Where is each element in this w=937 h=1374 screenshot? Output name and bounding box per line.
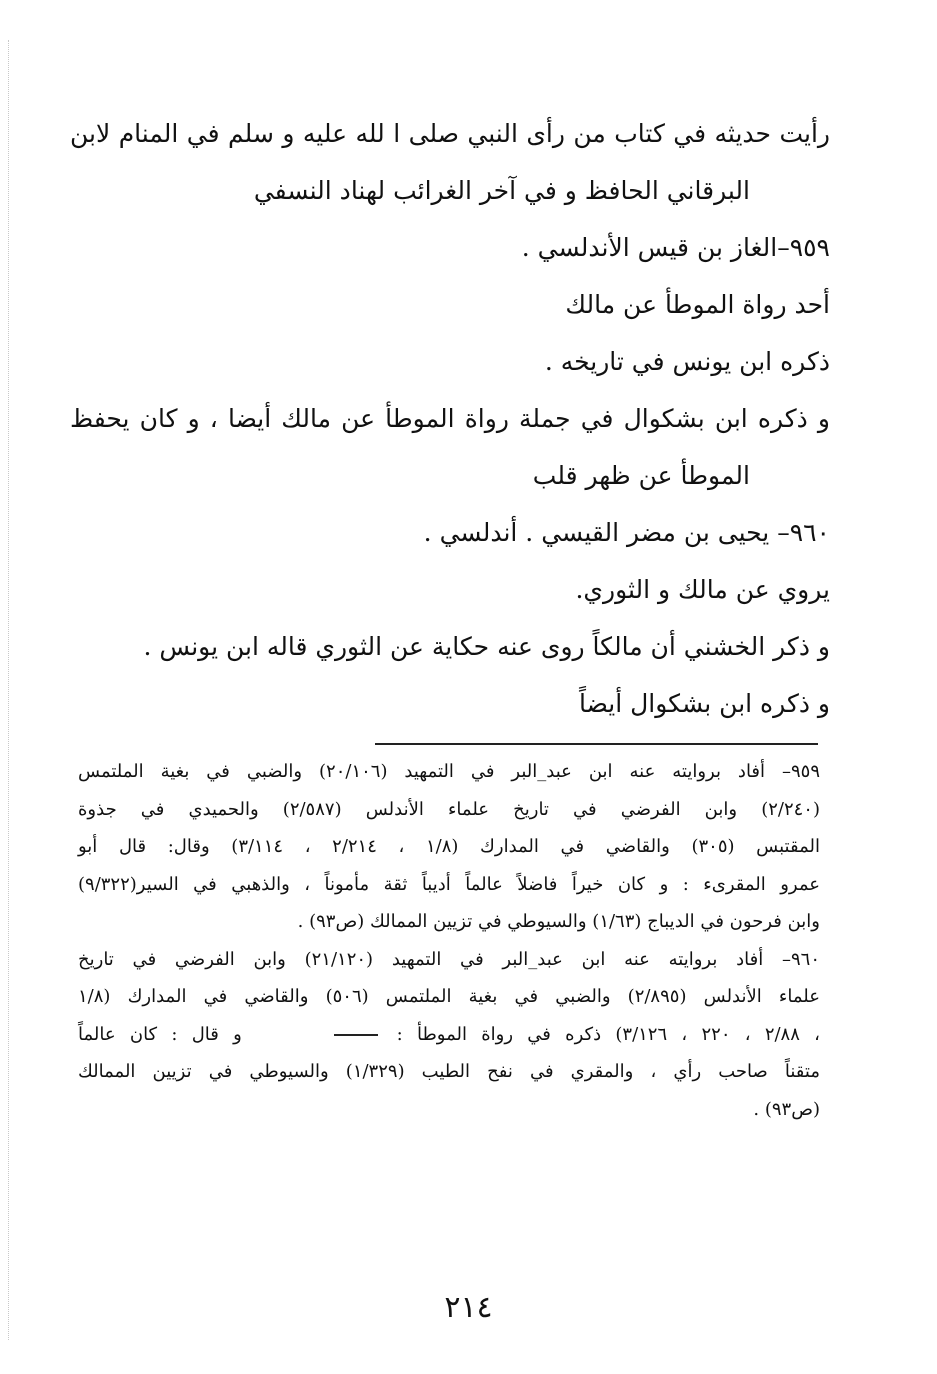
- footnote-line: (٢/٢٤٠) وابن الفرضي في تاريخ علماء الأندلس (٢/٥٨٧) والحميدي في جذوة: [78, 798, 820, 820]
- footnote-line: (ص٩٣) .: [753, 1098, 820, 1120]
- main-text-block: [70, 105, 830, 732]
- main-text-line: و ذكره ابن بشكوال في جملة رواة الموطأ عن مالك أيضا ، و كان يحفظ: [70, 404, 830, 433]
- footnote-line: عمرو المقرىء : و كان خيراً فاضلاً عالماً أديباً ثقة مأموناً ، والذهبي في السير(٩/٣٢٢): [78, 873, 820, 895]
- footnotes-block: [78, 753, 820, 1128]
- main-text-line: يروي عن مالك و الثوري.: [575, 575, 830, 604]
- footnote-line: علماء الأندلس (٢/٨٩٥) والضبي في بغية الملتمس (٥٠٦) والقاضي في المدارك (١/٨: [78, 986, 820, 1007]
- main-text-line: و ذكره ابن بشكوال أيضاً: [578, 689, 830, 718]
- entry-heading-960: ٩٦٠– يحيى بن مضر القيسي . أندلسي .: [423, 518, 830, 547]
- page-edge-shadow: [8, 40, 10, 1340]
- footnote-segment: و قال : كان عالماً: [78, 1023, 242, 1045]
- footnote-line-with-blank: [78, 1016, 820, 1054]
- main-text-line: رأيت حديثه في كتاب من رأى النبي صلى ا لله عليه و سلم في المنام لابن: [70, 119, 830, 148]
- page-number: ٢١٤: [444, 1290, 493, 1325]
- main-text-line: و ذكر الخشني أن مالكاً روى عنه حكاية عن الثوري قاله ابن يونس .: [143, 632, 830, 661]
- footnote-line: ٩٥٩– أفاد بروايته عنه ابن عبد_البر في التمهيد (٢٠/١٠٦) والضبي في بغية الملتمس: [78, 761, 820, 782]
- main-text-line: أحد رواة الموطأ عن مالك: [565, 290, 830, 319]
- footnote-line: المقتبس (٣٠٥) والقاضي في المدارك (١/٨ ، ٢/٢١٤ ، ٣/١١٤) وقال: قال أبو: [78, 836, 820, 857]
- main-text-line: البرقاني الحافظ و في آخر الغرائب لهناد النسفي: [253, 176, 750, 205]
- footnote-segment: ، ٢/٨٨ ، ٢٢٠ ، ٣/١٢٦) ذكره في رواة الموطأ :: [396, 1023, 820, 1045]
- entry-heading-959: ٩٥٩–الغاز بن قيس الأندلسي .: [521, 233, 830, 262]
- footnote-line: وابن فرحون في الديباج (١/٦٣) والسيوطي في تزيين الممالك (ص٩٣) .: [297, 911, 820, 932]
- blank-dash: [334, 1034, 378, 1036]
- footnote-line: ٩٦٠– أفاد بروايته عنه ابن عبد_البر في التمهيد (٢١/١٢٠) وابن الفرضي في تاريخ: [78, 948, 820, 970]
- footnote-separator: [375, 743, 818, 745]
- main-text-line: الموطأ عن ظهر قلب: [532, 461, 750, 490]
- main-text-line: ذكره ابن يونس في تاريخه .: [544, 347, 830, 376]
- footnote-line: متقناً صاحب رأي ، والمقري في نفح الطيب (١/٣٢٩) والسيوطي في تزيين الممالك: [78, 1061, 820, 1082]
